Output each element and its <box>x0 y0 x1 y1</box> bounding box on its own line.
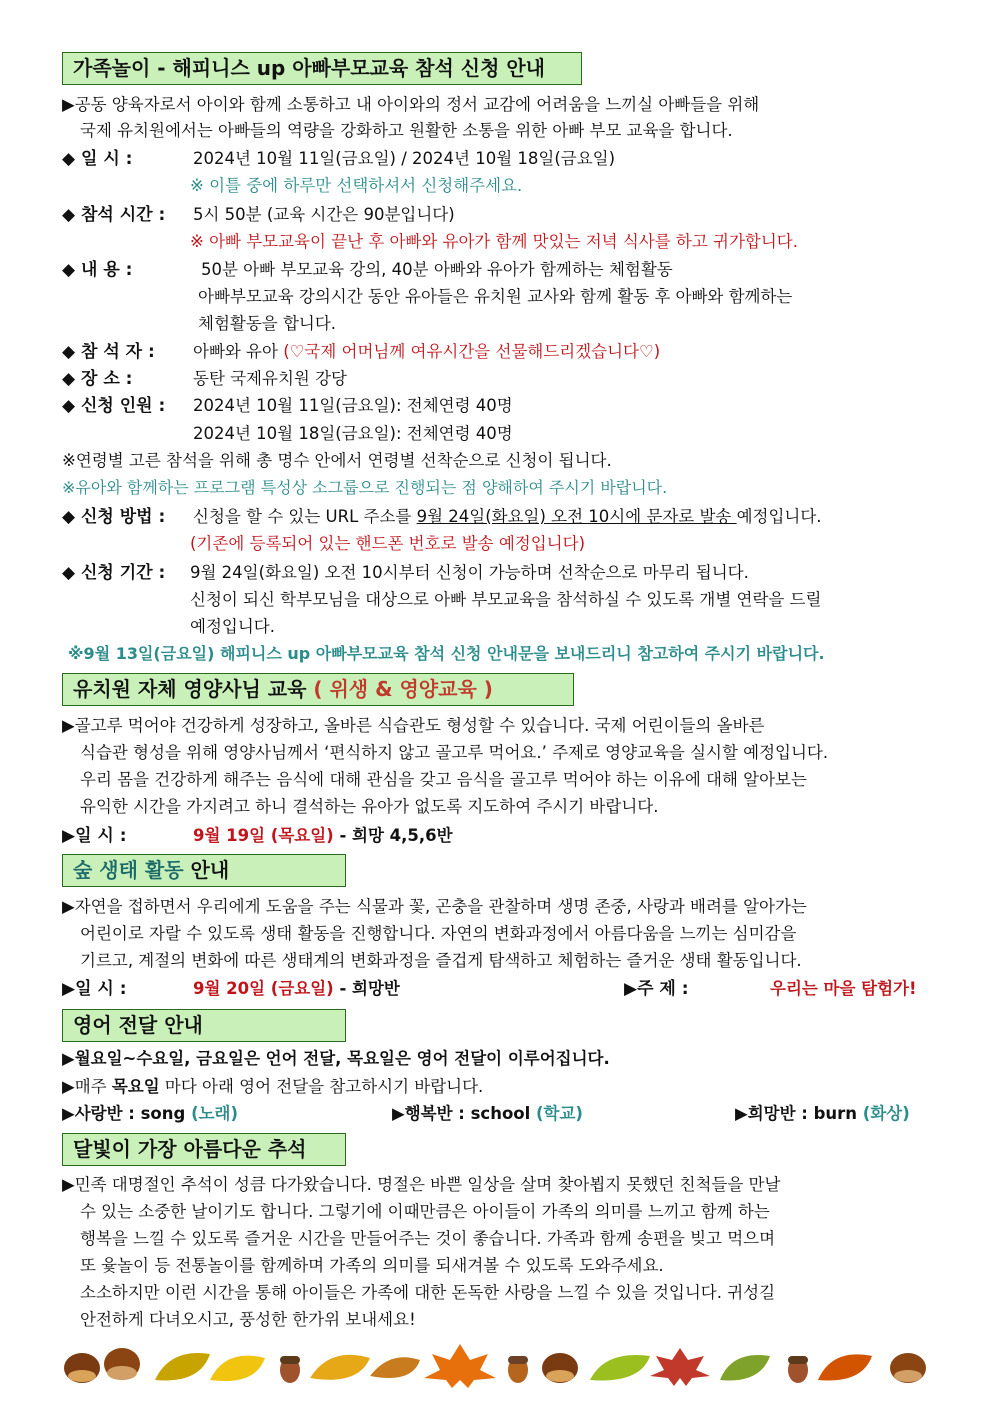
forest-theme-value: 우리는 마을 탐험가! <box>770 979 917 998</box>
nutrition-date-label: ▶일 시 : <box>62 826 127 846</box>
period-line-3: 예정입니다. <box>190 617 275 636</box>
english-line-1: ▶월요일~수요일, 금요일은 언어 전달, 목요일은 영어 전달이 이루어집니다. <box>62 1049 610 1068</box>
nutrition-line-4: 유익한 시간을 가지려고 하니 결석하는 유아가 없도록 지도하여 주시기 바랍니다. <box>80 797 659 816</box>
count-line-2: 2024년 10월 18일(금요일): 전체연령 40명 <box>193 424 513 443</box>
leaf-icon <box>720 1355 770 1381</box>
maple-leaf-icon <box>650 1348 710 1386</box>
time-note: ※ 아빠 부모교육이 끝난 후 아빠와 유아가 함께 맛있는 저녁 식사를 하고 귀가합니다. <box>190 232 798 251</box>
method-text-b: 예정입니다. <box>736 507 822 526</box>
place-label: ◆ 장 소 : <box>62 369 133 389</box>
english-line-2-a: ▶매주 <box>62 1077 112 1096</box>
section-title-a: 숲 생태 활동 <box>73 858 191 882</box>
english-class-3 <box>735 1103 910 1125</box>
chuseok-line-2: 수 있는 소중한 날이기도 합니다. 그렇기에 이때만큼은 아이들이 가족의 의미를 느끼고 함께 하는 <box>80 1202 770 1221</box>
method-text-underlined: 9월 24일(화요일) 오전 10시에 문자로 발송 <box>416 507 737 526</box>
class-2-label: ▶행복반 : school <box>392 1104 537 1123</box>
period-line-1: 9월 24일(화요일) 오전 10시부터 신청이 가능하며 선착순으로 마무리 됩니다. <box>190 563 749 582</box>
nutrition-date-suffix: - 희망 4,5,6반 <box>333 826 453 845</box>
forest-date-row <box>193 978 400 1000</box>
place-value: 동탄 국제유치원 강당 <box>193 369 347 388</box>
chuseok-line-3: 행복을 느낄 수 있도록 즐거운 시간을 만들어주는 것이 좋습니다. 가족과 함께 송편을 빚고 먹으며 <box>80 1229 776 1248</box>
section-title: 가족놀이 - 해피니스 up 아빠부모교육 참석 신청 안내 <box>73 56 545 80</box>
section-title: 영어 전달 안내 <box>73 1013 203 1037</box>
section-header-forest <box>62 854 346 887</box>
section-title: 달빛이 가장 아름다운 추석 <box>73 1137 307 1161</box>
section-header-chuseok <box>62 1133 346 1166</box>
leaf-icon <box>590 1355 650 1381</box>
period-label: ◆ 신청 기간 : <box>62 563 166 583</box>
forest-date-suffix: - 희망반 <box>333 979 400 998</box>
section-title-b: 안내 <box>190 858 230 882</box>
content-line-2: 아빠부모교육 강의시간 동안 유아들은 유치원 교사와 함께 활동 후 아빠와 함께하는 <box>198 287 793 306</box>
date-note: ※ 이틀 중에 하루만 선택하셔서 신청해주세요. <box>190 176 523 195</box>
forest-date-value: 9월 20일 (금요일) <box>193 979 334 998</box>
maple-leaf-icon <box>424 1344 496 1388</box>
method-note: (기존에 등록되어 있는 핸드폰 번호로 발송 예정입니다) <box>190 534 586 553</box>
leaf-icon <box>310 1355 370 1380</box>
attendee-note: (♡국제 어머님께 여유시간을 선물해드리겠습니다♡) <box>283 342 661 361</box>
autumn-leaves-border-icon <box>60 1340 940 1388</box>
chuseok-line-6: 안전하게 다녀오시고, 풍성한 한가위 보내세요! <box>80 1310 416 1329</box>
english-class-2 <box>392 1103 583 1125</box>
attendee-label: ◆ 참 석 자 : <box>62 342 155 362</box>
final-note: ※9월 13일(금요일) 해피니스 up 아빠부모교육 참석 신청 안내문을 보내드리니 참고하여 주시기 바랍니다. <box>68 644 825 663</box>
intro-line-2: 국제 유치원에서는 아빠들의 역량을 강화하고 원활한 소통을 위한 아빠 부모 교육을 합니다. <box>80 121 733 140</box>
chuseok-line-4: 또 윷놀이 등 전통놀이를 함께하며 가족의 의미를 되새겨볼 수 있도록 도와주세요. <box>80 1256 664 1275</box>
chestnut-icon <box>890 1353 926 1383</box>
english-class-1 <box>62 1103 238 1125</box>
method-label: ◆ 신청 방법 : <box>62 507 166 527</box>
section-header-father-education <box>62 52 582 85</box>
chuseok-line-1: ▶민족 대명절인 추석이 성큼 다가왔습니다. 명절은 바쁜 일상을 살며 찾아뵙지 못했던 친척들을 만날 <box>62 1175 781 1194</box>
content-label: ◆ 내 용 : <box>62 260 133 280</box>
method-row <box>193 506 822 528</box>
class-1-label: ▶사랑반 : song <box>62 1104 192 1123</box>
time-value: 5시 50분 (교육 시간은 90분입니다) <box>193 205 455 224</box>
nutrition-line-3: 우리 몸을 건강하게 해주는 음식에 대해 관심을 갖고 음식을 골고루 먹어야 하는 이유에 대해 알아보는 <box>80 770 807 789</box>
notice-2: ※유아와 함께하는 프로그램 특성상 소그룹으로 진행되는 점 양해하여 주시기 바랍니다. <box>62 478 668 497</box>
notice-1: ※연령별 고른 참석을 위해 총 명수 안에서 연령별 선착순으로 신청이 됩니다. <box>62 451 612 470</box>
forest-line-3: 기르고, 계절의 변화에 따른 생태계의 변화과정을 즐겁게 탐색하고 체험하는 즐거운 생태 활동입니다. <box>80 951 802 970</box>
class-3-ko: (화상) <box>862 1104 910 1123</box>
section-title-a: 유치원 자체 영양사님 교육 <box>73 677 314 701</box>
section-header-nutrition <box>62 673 574 706</box>
attendee-value: 아빠와 유아 <box>193 342 278 361</box>
chestnut-icon <box>542 1353 578 1383</box>
english-line-2 <box>62 1076 483 1098</box>
forest-date-label: ▶일 시 : <box>62 979 127 999</box>
nutrition-date-value: 9월 19일 (목요일) <box>193 826 334 845</box>
leaf-icon <box>155 1353 210 1380</box>
leaf-icon <box>370 1357 420 1378</box>
leaf-icon <box>210 1356 265 1381</box>
english-line-2-c: 마다 아래 영어 전달을 참고하시기 바랍니다. <box>159 1077 484 1096</box>
nutrition-line-1: ▶골고루 먹어야 건강하게 성장하고, 올바른 식습관도 형성할 수 있습니다. 국제 어린이들의 올바른 <box>62 716 765 735</box>
time-label: ◆ 참석 시간 : <box>62 205 166 225</box>
section-title-b: ( 위생 & 영양교육 ) <box>313 677 493 701</box>
count-label: ◆ 신청 인원 : <box>62 396 166 416</box>
content-line-1: 50분 아빠 부모교육 강의, 40분 아빠와 유아가 함께하는 체험활동 <box>201 260 673 279</box>
attendee-row <box>193 341 660 363</box>
date-label: ◆ 일 시 : <box>62 149 133 169</box>
class-1-ko: (노래) <box>191 1104 239 1123</box>
count-line-1: 2024년 10월 11일(금요일): 전체연령 40명 <box>193 396 513 415</box>
forest-line-1: ▶자연을 접하면서 우리에게 도움을 주는 식물과 꽃, 곤충을 관찰하며 생명 존중, 사랑과 배려를 알아가는 <box>62 897 807 916</box>
nutrition-line-2: 식습관 형성을 위해 영양사님께서 ‘편식하지 않고 골고루 먹어요.’ 주제로 영양교육을 실시할 예정입니다. <box>80 743 829 762</box>
acorn-icon <box>280 1356 300 1383</box>
content-line-3: 체험활동을 합니다. <box>198 314 337 333</box>
class-3-label: ▶희망반 : burn <box>735 1104 863 1123</box>
forest-theme-label: ▶주 제 : <box>624 979 689 999</box>
class-2-ko: (학교) <box>536 1104 583 1123</box>
forest-line-2: 어린이로 자랄 수 있도록 생태 활동을 진행합니다. 자연의 변화과정에서 아름다움을 느끼는 심미감을 <box>80 924 797 943</box>
section-header-english <box>62 1009 346 1042</box>
chuseok-line-5: 소소하지만 이런 시간을 통해 아이들은 가족에 대한 돈독한 사랑을 느낄 수 있을 것입니다. 귀성길 <box>80 1283 776 1302</box>
intro-line-1: ▶공동 양육자로서 아이와 함께 소통하고 내 아이와의 정서 교감에 어려움을 느끼실 아빠들을 위해 <box>62 95 760 114</box>
acorn-icon <box>788 1356 808 1383</box>
chestnut-icon <box>104 1348 140 1380</box>
nutrition-date-row <box>193 825 453 847</box>
english-line-2-b: 목요일 <box>111 1077 160 1096</box>
date-value: 2024년 10월 11일(금요일) / 2024년 10월 18일(금요일) <box>193 149 616 168</box>
leaf-icon <box>818 1354 872 1380</box>
period-line-2: 신청이 되신 학부모님을 대상으로 아빠 부모교육을 참석하실 수 있도록 개별 연락을 드릴 <box>190 590 822 609</box>
acorn-icon <box>508 1356 528 1383</box>
chestnut-icon <box>64 1353 100 1383</box>
method-text-a: 신청을 할 수 있는 URL 주소를 <box>193 507 417 526</box>
